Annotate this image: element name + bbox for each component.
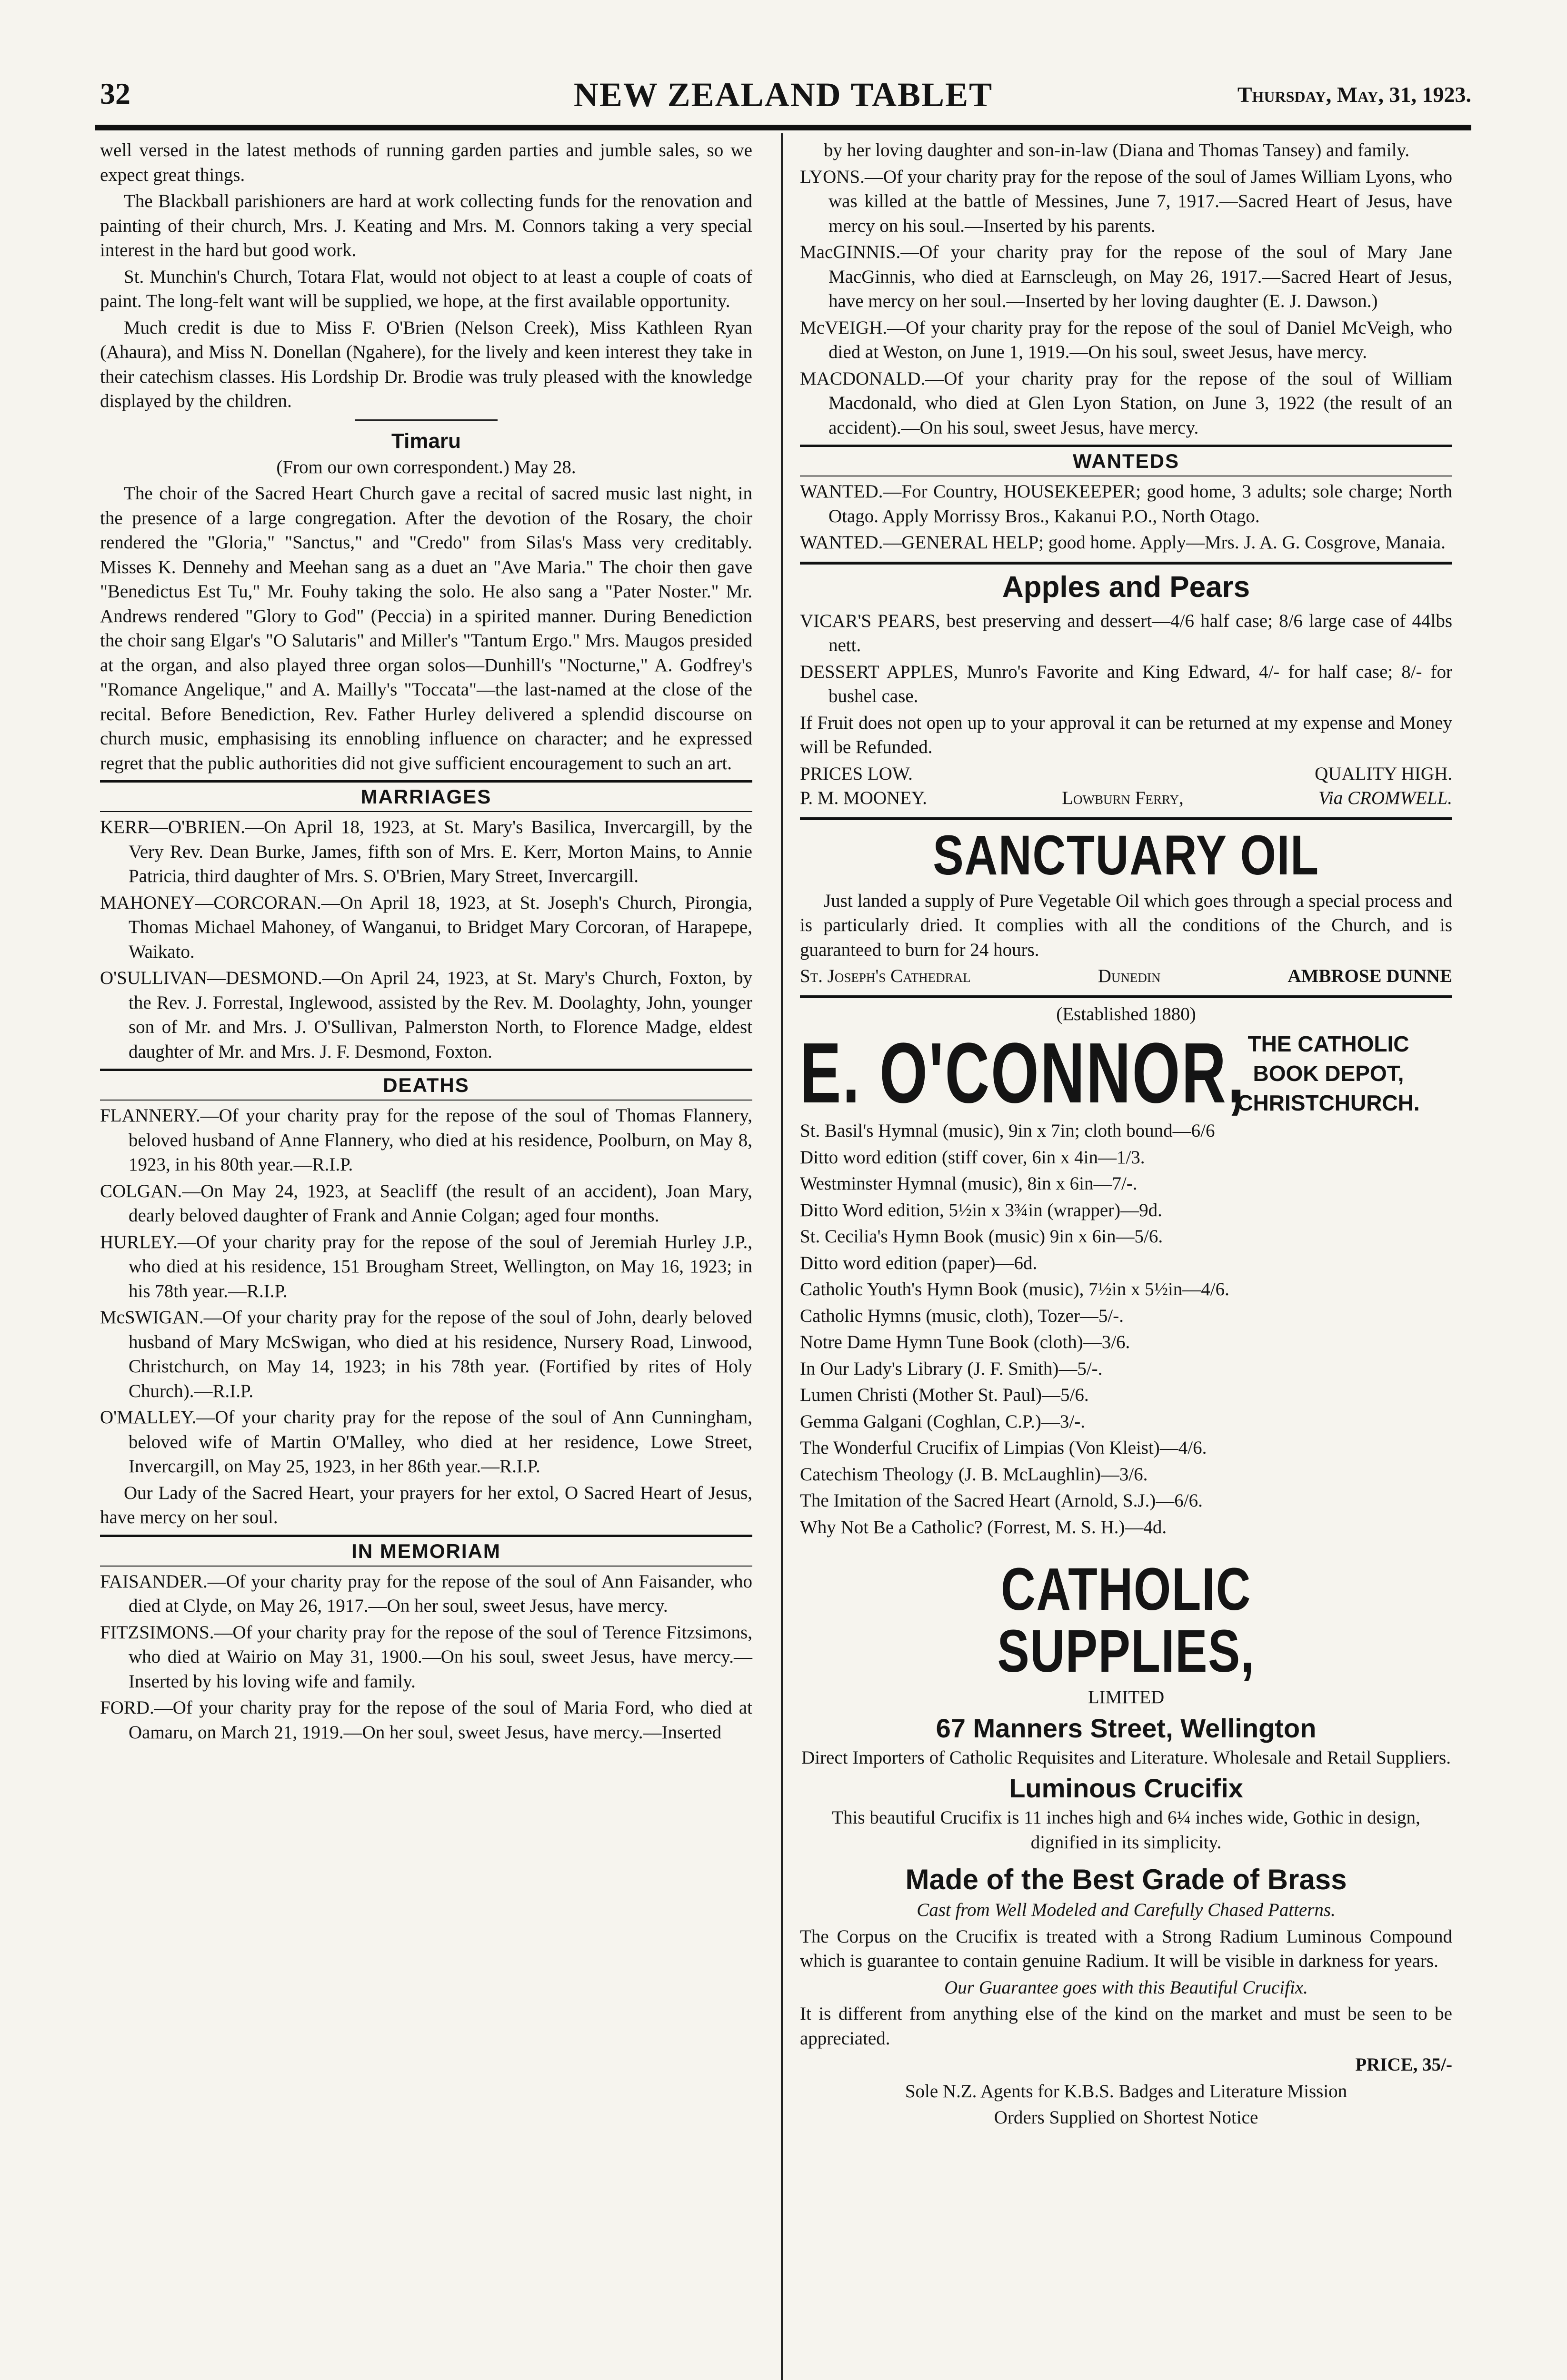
book-item: In Our Lady's Library (J. F. Smith)—5/-. bbox=[800, 1358, 1103, 1379]
intro-paragraph-3: St. Munchin's Church, Totara Flat, would not object to at least a couple of coats of paint. The long-felt want will be supplied, we hope, at the first available opportunity. bbox=[100, 266, 752, 311]
prices-low: PRICES LOW. bbox=[800, 763, 913, 784]
column-divider bbox=[781, 133, 783, 2380]
apples-pears-ad bbox=[800, 562, 1452, 811]
oconnor-side-line: BOOK DEPOT, bbox=[1253, 1061, 1404, 1086]
book-item: Catechism Theology (J. B. McLaughlin)—3/6. bbox=[800, 1464, 1148, 1485]
separator-rule bbox=[355, 419, 498, 421]
sanctuary-oil-city: Dunedin bbox=[1098, 966, 1161, 986]
newspaper-title: NEW ZEALAND TABLET bbox=[573, 76, 993, 114]
apples-footer-row bbox=[800, 786, 1452, 811]
book-item: The Imitation of the Sacred Heart (Arnold, S.J.)—6/6. bbox=[800, 1490, 1203, 1511]
sole-agents: Sole N.Z. Agents for K.B.S. Badges and Literature Mission bbox=[905, 2081, 1347, 2102]
sanctuary-oil-footer bbox=[800, 964, 1452, 989]
book-item: Why Not Be a Catholic? (Forrest, M. S. H.)—4d. bbox=[800, 1517, 1167, 1537]
oconnor-ad bbox=[800, 995, 1452, 1540]
intro-paragraph-2: The Blackball parishioners are hard at work collecting funds for the renovation and painting of their church, Mrs. J. Keating and Mrs. M. Connors taking a very special interest in the hard but good work. bbox=[100, 191, 752, 260]
memoriam-entry: FAISANDER.—Of your charity pray for the repose of the soul of Ann Faisander, who died at Clyde, on May 26, 1917.—On her soul, sweet Jesus, have mercy. bbox=[100, 1571, 752, 1616]
book-item: St. Basil's Hymnal (music), 9in x 7in; cloth bound—6/6 bbox=[800, 1121, 1215, 1141]
apples-line: If Fruit does not open up to your approval it can be returned at my expense and Money will be Refunded. bbox=[800, 712, 1452, 757]
wanted-entry: WANTED.—GENERAL HELP; good home. Apply—Mrs. J. A. G. Cosgrove, Manaia. bbox=[800, 532, 1446, 553]
quality-high: QUALITY HIGH. bbox=[1315, 763, 1452, 784]
brass-heading: Made of the Best Grade of Brass bbox=[905, 1864, 1347, 1895]
book-item: Catholic Hymns (music, cloth), Tozer—5/-. bbox=[800, 1305, 1124, 1326]
crucifix-heading: Luminous Crucifix bbox=[1009, 1773, 1243, 1803]
marriages-heading: MARRIAGES bbox=[100, 780, 752, 812]
memoriam-entry: FORD.—Of your charity pray for the repose of the soul of Maria Ford, who died at Oamaru, on March 21, 1919.—On her soul, sweet Jesus, have mercy.—Inserted bbox=[100, 1697, 752, 1743]
wanteds-heading: WANTEDS bbox=[800, 445, 1452, 476]
book-item: Gemma Galgani (Coghlan, C.P.)—3/-. bbox=[800, 1411, 1085, 1432]
book-item: Westminster Hymnal (music), 8in x 6in—7/-. bbox=[800, 1173, 1138, 1194]
book-item: The Wonderful Crucifix of Limpias (Von Kleist)—4/6. bbox=[800, 1438, 1207, 1458]
masthead-rule bbox=[95, 125, 1471, 130]
memoriam-heading: IN MEMORIAM bbox=[100, 1535, 752, 1567]
book-item: Notre Dame Hymn Tune Book (cloth)—3/6. bbox=[800, 1332, 1130, 1352]
apples-line: DESSERT APPLES, Munro's Favorite and King Edward, 4/- for half case; 8/- for bushel case. bbox=[800, 661, 1452, 706]
apples-seller: P. M. MOONEY. bbox=[800, 788, 927, 808]
corpus-text: The Corpus on the Crucifix is treated with a Strong Radium Luminous Compound which is guarantee to contain genuine Radium. It will be visible in darkness for years. bbox=[800, 1926, 1452, 1971]
deaths-heading: DEATHS bbox=[100, 1069, 752, 1101]
death-entry: HURLEY.—Of your charity pray for the repose of the soul of Jeremiah Hurley J.P., who died at his residence, 151 Brougham Street, Wellington, on May 16, 1923; in his 78th year.—R.I.P. bbox=[100, 1231, 752, 1301]
book-item: Ditto word edition (stiff cover, 6in x 4in—1/3. bbox=[800, 1147, 1145, 1168]
marriage-entry: O'SULLIVAN—DESMOND.—On April 24, 1923, at St. Mary's Church, Foxton, by the Rev. J. Forrestal, Inglewood, assisted by the Rev. M. Doolaghty, John, younger son of Mr. and Mrs. J. O'Sullivan, Palmerston North, to Florence Madge, eldest daughter of Mr. and Mrs. J. F. Desmond, Foxton. bbox=[100, 968, 752, 1062]
wanted-entry: WANTED.—For Country, HOUSEKEEPER; good home, 3 adults; sole charge; North Otago. Apply Morrissy Bros., Kakanui P.O., North Otago. bbox=[800, 481, 1452, 526]
memoriam-entry: LYONS.—Of your charity pray for the repose of the soul of James William Lyons, who was killed at the battle of Messines, June 7, 1917.—Sacred Heart of Jesus, have mercy on his soul.—Inserted by his parents. bbox=[800, 166, 1452, 236]
book-item: Lumen Christi (Mother St. Paul)—5/6. bbox=[800, 1385, 1089, 1405]
masthead bbox=[95, 71, 1471, 124]
catholic-supplies-ad bbox=[800, 1558, 1452, 2130]
intro-paragraph-1: well versed in the latest methods of running garden parties and jumble sales, so we expect great things. bbox=[100, 140, 752, 185]
guarantee-line: Our Guarantee goes with this Beautiful Crucifix. bbox=[944, 1977, 1308, 1998]
death-entry: O'MALLEY.—Of your charity pray for the repose of the soul of Ann Cunningham, beloved wife of Martin O'Malley, who died at her residence, Lowe Street, Invercargill, on May 25, 1923, in her 86th year.—R.I.P. bbox=[100, 1407, 752, 1477]
marriage-entry: KERR—O'BRIEN.—On April 18, 1923, at St. Mary's Basilica, Invercargill, by the Very Rev. Dean Burke, James, fifth son of Mrs. E. Kerr, Morton Mains, to Annie Patricia, third daughter of Mrs. S. O'Brien, Mary Street, Invercargill. bbox=[100, 817, 752, 886]
left-column bbox=[100, 138, 752, 1746]
sanctuary-oil-ad bbox=[800, 817, 1452, 989]
oconnor-banner bbox=[800, 1025, 1452, 1121]
issue-date: Thursday, May, 31, 1923. bbox=[1237, 82, 1471, 107]
page-number: 32 bbox=[100, 77, 130, 110]
apples-line: VICAR'S PEARS, best preserving and dessert—4/6 half case; 8/6 large case of 44lbs nett. bbox=[800, 610, 1452, 655]
marriage-entry: MAHONEY—CORCORAN.—On April 18, 1923, at St. Joseph's Church, Pirongia, Thomas Michael Mahoney, of Wanganui, to Bridget Mary Corcoran, of Harapepe, Waikato. bbox=[100, 892, 752, 962]
apples-pears-title: Apples and Pears bbox=[1002, 570, 1250, 604]
apples-via: Via CROMWELL. bbox=[1318, 788, 1452, 808]
crucifix-description: This beautiful Crucifix is 11 inches high and 6¼ inches wide, Gothic in design, dignified in its simplicity. bbox=[832, 1807, 1420, 1853]
orders-line: Orders Supplied on Shortest Notice bbox=[994, 2107, 1258, 2128]
apples-prices-row bbox=[800, 762, 1452, 786]
death-entry: FLANNERY.—Of your charity pray for the repose of the soul of Thomas Flannery, beloved husband of Anne Flannery, who died at his residence, Poolburn, on May 8, 1923, in his 80th year.—R.I.P. bbox=[100, 1105, 752, 1175]
book-item: Ditto Word edition, 5½in x 3¾in (wrapper)—9d. bbox=[800, 1200, 1162, 1220]
intro-paragraph-4: Much credit is due to Miss F. O'Brien (Nelson Creek), Miss Kathleen Ryan (Ahaura), and Miss N. Donellan (Ngahere), for the lively and keen interest they take in their catechism classes. His Lordship Dr. Brodie was truly pleased with the knowledge displayed by the children. bbox=[100, 317, 752, 411]
memoriam-continued: by her loving daughter and son-in-law (Diana and Thomas Tansey) and family. bbox=[824, 140, 1410, 160]
memoriam-entry: FITZSIMONS.—Of your charity pray for the repose of the soul of Terence Fitzsimons, who died at Wairio on May 31, 1900.—On his soul, sweet Jesus, have mercy.—Inserted by his loving wife and family. bbox=[100, 1622, 752, 1692]
oconnor-side-line: THE CATHOLIC bbox=[1248, 1031, 1409, 1056]
memoriam-entry: MACDONALD.—Of your charity pray for the repose of the soul of William Macdonald, who died at Glen Lyon Station, on June 3, 1922 (the result of an accident).—On his soul, sweet Jesus, have mercy. bbox=[800, 368, 1452, 438]
timaru-byline: (From our own correspondent.) May 28. bbox=[276, 456, 576, 477]
death-entry: COLGAN.—On May 24, 1923, at Seacliff (the result of an accident), Joan Mary, dearly beloved daughter of Frank and Annie Colgan; aged four months. bbox=[100, 1180, 752, 1226]
timaru-paragraph: The choir of the Sacred Heart Church gave a recital of sacred music last night, in the presence of a large congregation. After the devotion of the Rosary, the choir rendered the "Gloria," "Sanctus," and "Credo" from Silas's Mass very creditably. Misses K. Dennehy and Meehan sang as a duet an "Ave Maria." The choir then gave "Benedictus Est Tu," Mr. Fouhy taking the solo. He also sang a "Pater Noster." Mr. Andrews rendered "Glory to God" (Peccia) in a spirited manner. During Benediction the choir sang Elgar's "O Salutaris" and Miller's "Tantum Ergo." Mrs. Maugos presided at the organ, and also played three organ solos—Dunhill's "Nocturne," A. Godfrey's "Romance Angelique," and A. Mailly's "Toccata"—the last-named at the close of the recital. Before Benediction, Rev. Father Hurley delivered a splendid discourse on church music, emphasising its ennobling influence on character; and he expressed regret that the public authorities did not give sufficient encouragement to such an art. bbox=[100, 483, 752, 774]
cast-line: Cast from Well Modeled and Carefully Chased Patterns. bbox=[917, 1900, 1336, 1920]
book-item: Ditto word edition (paper)—6d. bbox=[800, 1252, 1038, 1273]
right-column bbox=[800, 138, 1452, 2132]
sanctuary-oil-signer: AMBROSE DUNNE bbox=[1288, 966, 1452, 986]
book-item: St. Cecilia's Hymn Book (music) 9in x 6in—5/6. bbox=[800, 1226, 1163, 1247]
sanctuary-oil-title: SANCTUARY OIL bbox=[933, 823, 1319, 887]
book-item: Catholic Youth's Hymn Book (music), 7½in x 5½in—4/6. bbox=[800, 1279, 1229, 1299]
memoriam-entry: McVEIGH.—Of your charity pray for the repose of the soul of Daniel McVeigh, who died at Weston, on June 1, 1919.—On his soul, sweet Jesus, have mercy. bbox=[800, 317, 1452, 362]
death-verse: Our Lady of the Sacred Heart, your prayers for her extol, O Sacred Heart of Jesus, have mercy on her soul. bbox=[100, 1482, 752, 1527]
supplies-importers: Direct Importers of Catholic Requisites and Literature. Wholesale and Retail Suppliers. bbox=[801, 1747, 1451, 1768]
apples-location: Lowburn Ferry, bbox=[1062, 788, 1184, 808]
crucifix-price: PRICE, 35/- bbox=[1355, 2054, 1452, 2075]
catholic-supplies-title: CATHOLIC SUPPLIES, bbox=[997, 1556, 1255, 1685]
sanctuary-oil-body: Just landed a supply of Pure Vegetable Oil which goes through a special process and is particularly dried. It complies with all the conditions of the Church, and is guaranteed to burn for 24 hours. bbox=[800, 890, 1452, 960]
oconnor-name: E. O'CONNOR, bbox=[800, 1025, 1246, 1121]
death-entry: McSWIGAN.—Of your charity pray for the repose of the soul of John, dearly beloved husband of Mary McSwigan, who died at his residence, Nursery Road, Linwood, Christchurch, on May 14, 1923; in his 78th year. (Fortified by rites of Holy Church).—R.I.P. bbox=[100, 1307, 752, 1401]
timaru-heading: Timaru bbox=[391, 429, 461, 453]
oconnor-side-line: CHRISTCHURCH. bbox=[1237, 1091, 1420, 1115]
different-text: It is different from anything else of the kind on the market and must be seen to be appreciated. bbox=[800, 2003, 1452, 2049]
supplies-limited: LIMITED bbox=[1088, 1687, 1165, 1707]
memoriam-entry: MacGINNIS.—Of your charity pray for the repose of the soul of Mary Jane MacGinnis, who died at Earnscleugh, on May 26, 1917.—Sacred Heart of Jesus, have mercy on her soul.—Inserted by her loving daughter (E. J. Dawson.) bbox=[800, 242, 1452, 311]
sanctuary-oil-location: St. Joseph's Cathedral bbox=[800, 966, 971, 986]
oconnor-established: (Established 1880) bbox=[1056, 1003, 1196, 1024]
supplies-address: 67 Manners Street, Wellington bbox=[936, 1713, 1317, 1743]
